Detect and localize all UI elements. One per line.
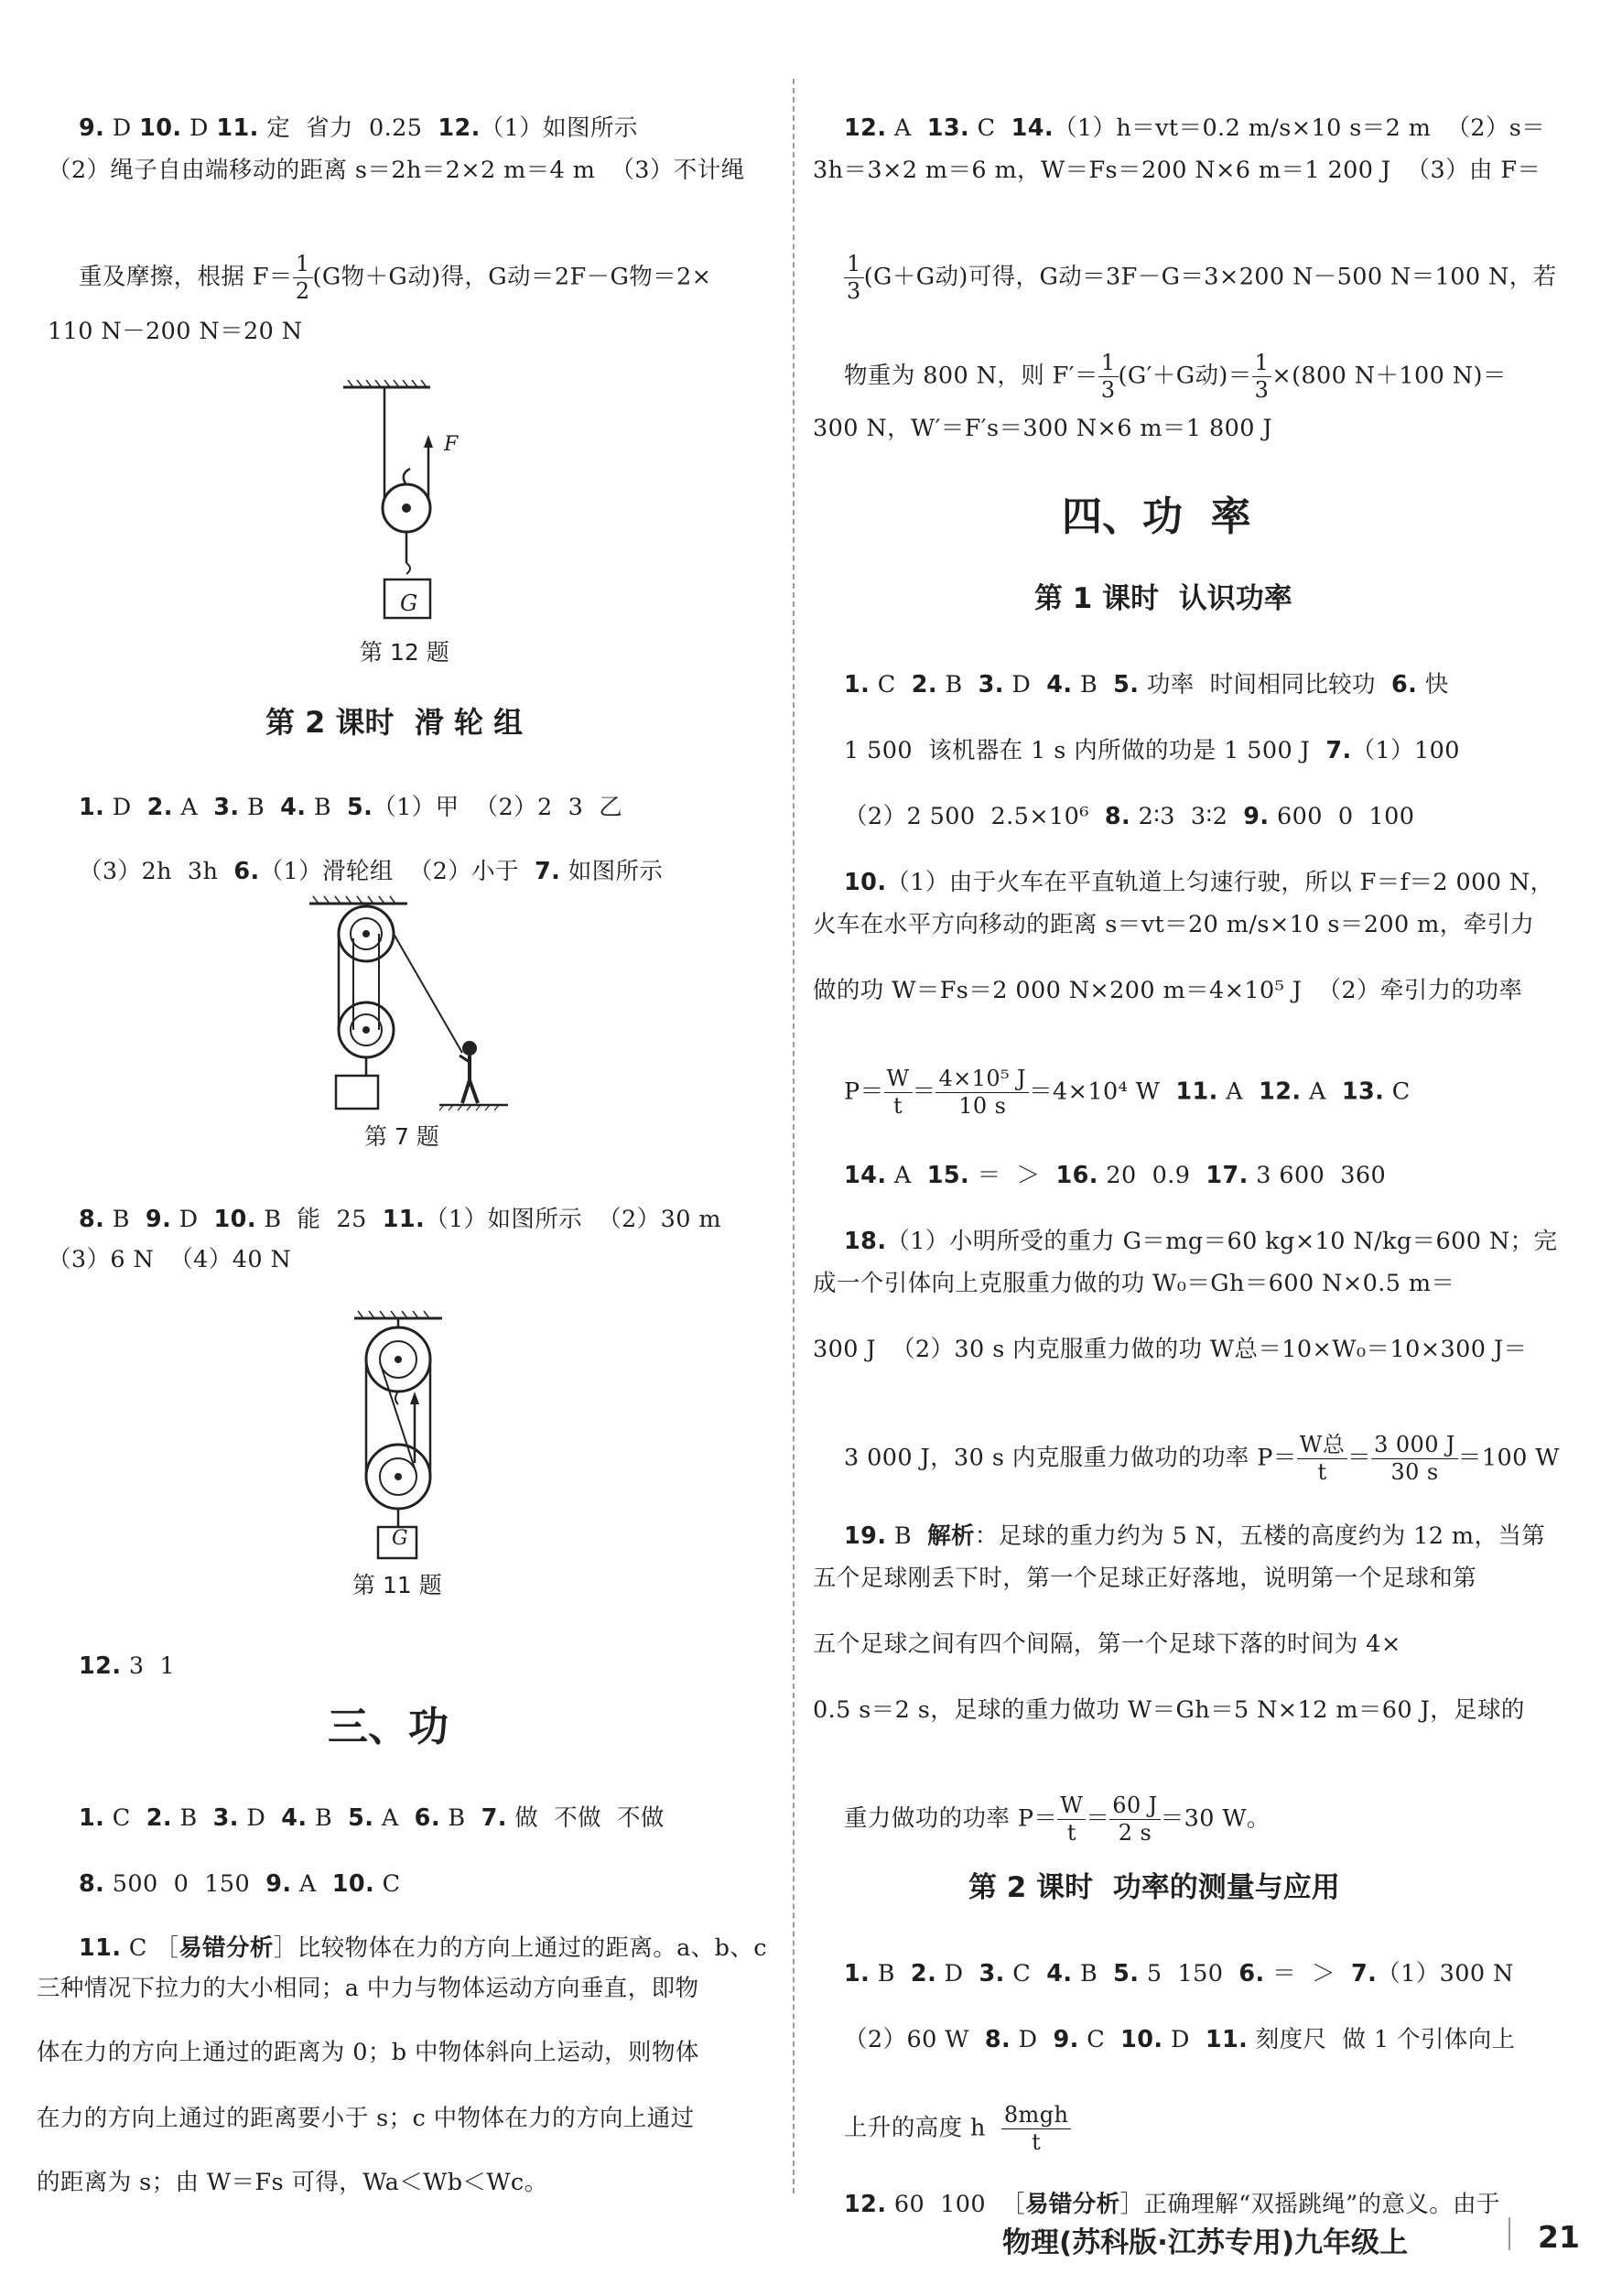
page-number: 21: [1538, 2219, 1580, 2255]
answer-line: 1. C 2. B 3. D 4. B 5. 功率 时间相同比较功 6. 快: [844, 670, 1449, 699]
answer-line: 上升的高度 h $\frac{\text{8mgh}}{t}$: [813, 2080, 1071, 2177]
answer-line: （2）60 W 8. D 9. C 10. D 11. 刻度尺 做 1 个引体向上: [844, 2025, 1516, 2053]
figure-11-pulley-system: [343, 1307, 462, 1564]
answer-line: P＝ $\frac{W}{t}$ ＝ $\frac{\text{4×10⁵ J}}{10 s}$ ＝4×10⁴ W 11. A 12. A 13. C: [844, 1065, 1411, 1119]
fraction: $\frac{\text{W总}}{t}$: [1297, 1434, 1347, 1484]
weight-label: G: [400, 590, 418, 616]
fraction: $\frac{60 J}{2 s}$: [1109, 1794, 1160, 1845]
figure-caption: 第 7 题: [364, 1123, 439, 1150]
answer-line: 110 N－200 N＝20 N: [48, 318, 303, 345]
answer-line: （3）6 N （4）40 N: [48, 1246, 292, 1273]
answer-line: $\frac{1}{3}$ (G＋G动)可得，G动＝3F－G＝3×200 N－500 N＝100 N，若: [813, 229, 1557, 326]
answer-line: 重及摩擦，根据 F＝ $\frac{1}{2}$ (G物＋G动)得，G动＝2F－G物＝2×: [79, 250, 712, 304]
answer-line: 3h＝3×2 m＝6 m，W＝Fs＝200 N×6 m＝1 200 J （3）由 F＝: [813, 157, 1541, 184]
answer-line: 10.（1）由于火车在平直轨道上匀速行驶，所以 F＝f＝2 000 N，: [844, 868, 1554, 896]
answer-line: 19. B 解析：足球的重力约为 5 N，五楼的高度约为 12 m，当第: [844, 1522, 1546, 1550]
fraction: $\frac{W}{t}$: [1057, 1794, 1086, 1845]
answer-line: 1. D 2. A 3. B 4. B 5.（1）甲 （2）2 3 乙: [79, 793, 623, 821]
force-label: F: [444, 433, 459, 456]
answer-line: 9. D 10. D 11. 定 省力 0.25 12.（1）如图所示: [79, 114, 638, 142]
answer-line: 物重为 800 N，则 F′＝ $\frac{1}{3}$ (G′＋G动)＝ $\frac{1}{3}$ ×(800 N＋100 N)＝: [844, 349, 1507, 403]
weight-label: G: [392, 1527, 408, 1550]
answer-line: 8. B 9. D 10. B 能 25 11.（1）如图所示 （2）30 m: [79, 1205, 721, 1233]
answer-line: （2）2 500 2.5×10⁶ 8. 2∶3 3∶2 9. 600 0 100: [844, 802, 1415, 830]
answer-line: 五个足球刚丢下时，第一个足球正好落地，说明第一个足球和第: [813, 1565, 1477, 1592]
fraction: $\frac{\text{4×10⁵ J}}{10 s}$: [935, 1067, 1029, 1118]
lesson-title: 第 2 课时 滑 轮 组: [265, 705, 524, 740]
answer-line: 做的功 W＝Fs＝2 000 N×200 m＝4×10⁵ J （2）牵引力的功率: [813, 977, 1523, 1004]
answer-line: 12. A 13. C 14.（1）h＝vt＝0.2 m/s×10 s＝2 m （2）s＝: [844, 114, 1546, 142]
fraction: $\frac{\text{8mgh}}{t}$: [1001, 2104, 1071, 2154]
book-footer-title: 物理(苏科版·江苏专用)九年级上: [1002, 2226, 1409, 2259]
fraction: $\frac{3 000 J}{30 s}$: [1371, 1434, 1458, 1484]
answer-line: 火车在水平方向移动的距离 s＝vt＝20 m/s×10 s＝200 m，牵引力: [813, 911, 1535, 938]
figure-caption: 第 12 题: [360, 639, 449, 666]
figure-7-pulley-system-person: [302, 893, 549, 1112]
answer-line: 1. B 2. D 3. C 4. B 5. 5 150 6. ＝ ＞ 7.（1）300 N: [844, 1959, 1514, 1987]
lesson-title: 第 1 课时 认识功率: [1034, 582, 1292, 615]
answer-line: 成一个引体向上克服重力做的功 W₀＝Gh＝600 N×0.5 m＝: [813, 1270, 1455, 1297]
section-title: 三、功: [328, 1704, 449, 1750]
answer-line: 300 J （2）30 s 内克服重力做的功 W总＝10×W₀＝10×300 J＝: [813, 1336, 1528, 1363]
answer-line: （3）2h 3h 6.（1）滑轮组 （2）小于 7. 如图所示: [79, 857, 664, 885]
fraction: $\frac{1}{2}$: [293, 253, 313, 303]
answer-line: 在力的方向上通过的距离要小于 s；c 中物体在力的方向上通过: [37, 2105, 695, 2132]
footer-divider: [1508, 2217, 1510, 2250]
fraction: $\frac{1}{3}$: [1252, 352, 1272, 402]
answer-line: 12. 60 100 ［易错分析］正确理解“双摇跳绳”的意义。由于: [844, 2190, 1500, 2218]
fraction: $\frac{W}{t}$: [884, 1067, 913, 1118]
answer-line: 三种情况下拉力的大小相同；a 中力与物体运动方向垂直，即物: [37, 1975, 699, 2002]
answer-line: 1 500 该机器在 1 s 内所做的功是 1 500 J 7.（1）100: [844, 736, 1460, 764]
section-title: 四、功 率: [1062, 493, 1251, 540]
answer-line: 重力做功的功率 P＝ $\frac{W}{t}$ ＝ $\frac{60 J}{2 s}$ ＝30 W。: [844, 1792, 1271, 1846]
column-divider: [793, 79, 795, 2193]
answer-line: 3 000 J，30 s 内克服重力做功的功率 P＝ $\frac{\text{W总}}{t}$ ＝ $\frac{3 000 J}{30 s}$ ＝100 W: [844, 1431, 1560, 1485]
answer-line: （2）绳子自由端移动的距离 s＝2h＝2×2 m＝4 m （3）不计绳: [48, 157, 745, 184]
answer-line: 的距离为 s；由 W＝Fs 可得，Wa＜Wb＜Wc。: [37, 2169, 548, 2196]
answer-line: 11. C ［易错分析］比较物体在力的方向上通过的距离。a、b、c: [79, 1933, 767, 1962]
answer-line: 300 N，W′＝F′s＝300 N×6 m＝1 800 J: [813, 415, 1272, 442]
answer-line: 18.（1）小明所受的重力 G＝mg＝60 kg×10 N/kg＝600 N；完: [844, 1227, 1558, 1255]
answer-line: 12. 3 1: [79, 1652, 176, 1680]
answer-line: 体在力的方向上通过的距离为 0；b 中物体斜向上运动，则物体: [37, 2039, 699, 2066]
answer-line: 五个足球之间有四个间隔，第一个足球下落的时间为 4×: [813, 1630, 1401, 1658]
fraction: $\frac{1}{3}$: [1098, 352, 1119, 402]
fraction: $\frac{1}{3}$: [844, 253, 864, 303]
figure-caption: 第 11 题: [352, 1572, 442, 1598]
answer-line: 14. A 15. ＝ ＞ 16. 20 0.9 17. 3 600 360: [844, 1161, 1387, 1189]
answer-line: 8. 500 0 150 9. A 10. C: [79, 1869, 401, 1898]
lesson-title: 第 2 课时 功率的测量与应用: [968, 1871, 1340, 1904]
answer-line: 1. C 2. B 3. D 4. B 5. A 6. B 7. 做 不做 不做: [79, 1803, 665, 1832]
answer-line: 0.5 s＝2 s，足球的重力做功 W＝Gh＝5 N×12 m＝60 J，足球的: [813, 1696, 1525, 1724]
